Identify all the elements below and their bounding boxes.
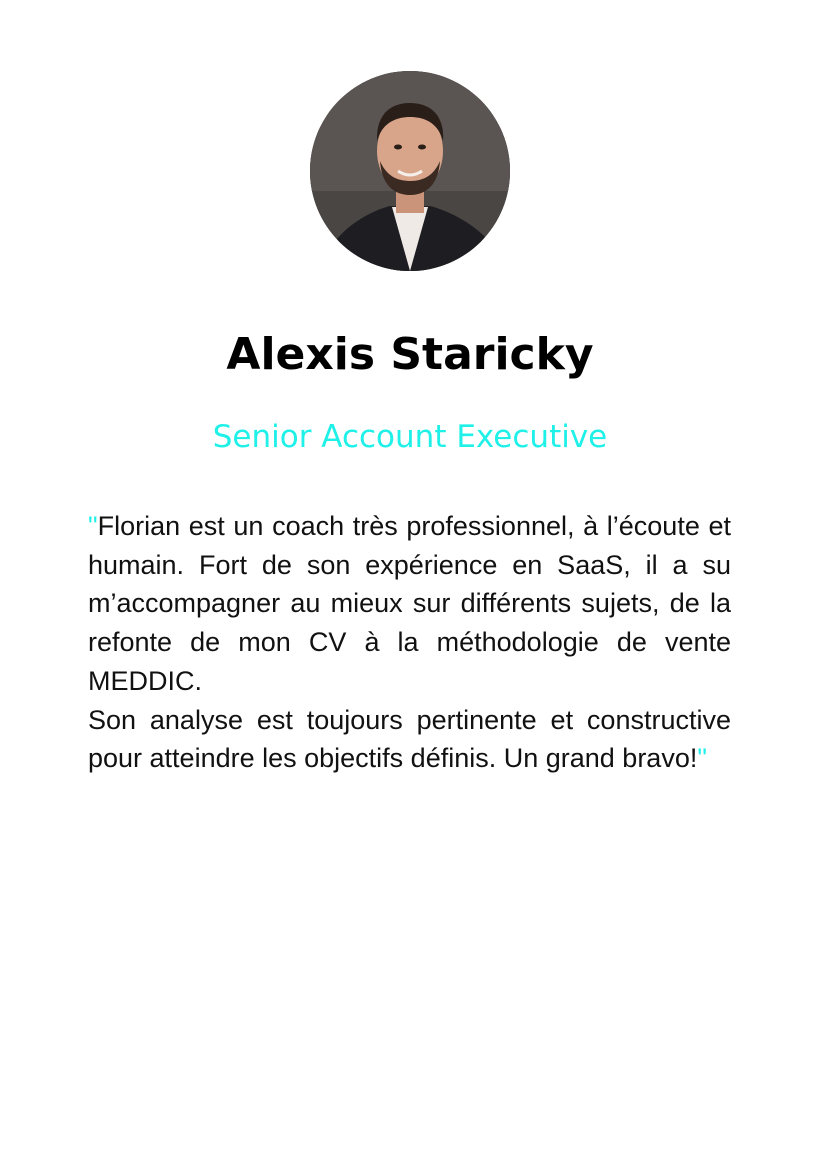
testimonial-paragraph-2: [88, 701, 731, 778]
open-quote-mark: ": [88, 511, 98, 541]
testimonial-paragraph-1: [88, 507, 731, 701]
testimonial-text-1: Florian est un coach très professionnel, à l’écoute et humain. Fort de son expérience en SaaS, il a su m’accompagner au mieux sur différents sujets, de la refonte de mon CV à la méthodologie de vente MEDDIC.: [88, 511, 731, 696]
testimonial-text-2: Son analyse est toujours pertinente et constructive pour atteindre les objectifs définis. Un grand bravo!: [88, 704, 731, 774]
testimonial: [88, 507, 731, 778]
portrait-photo: [310, 71, 510, 271]
person-name: Alexis Staricky: [226, 329, 594, 380]
avatar: [310, 71, 510, 271]
job-title: Senior Account Executive: [212, 419, 608, 455]
close-quote-mark: ": [697, 743, 707, 774]
